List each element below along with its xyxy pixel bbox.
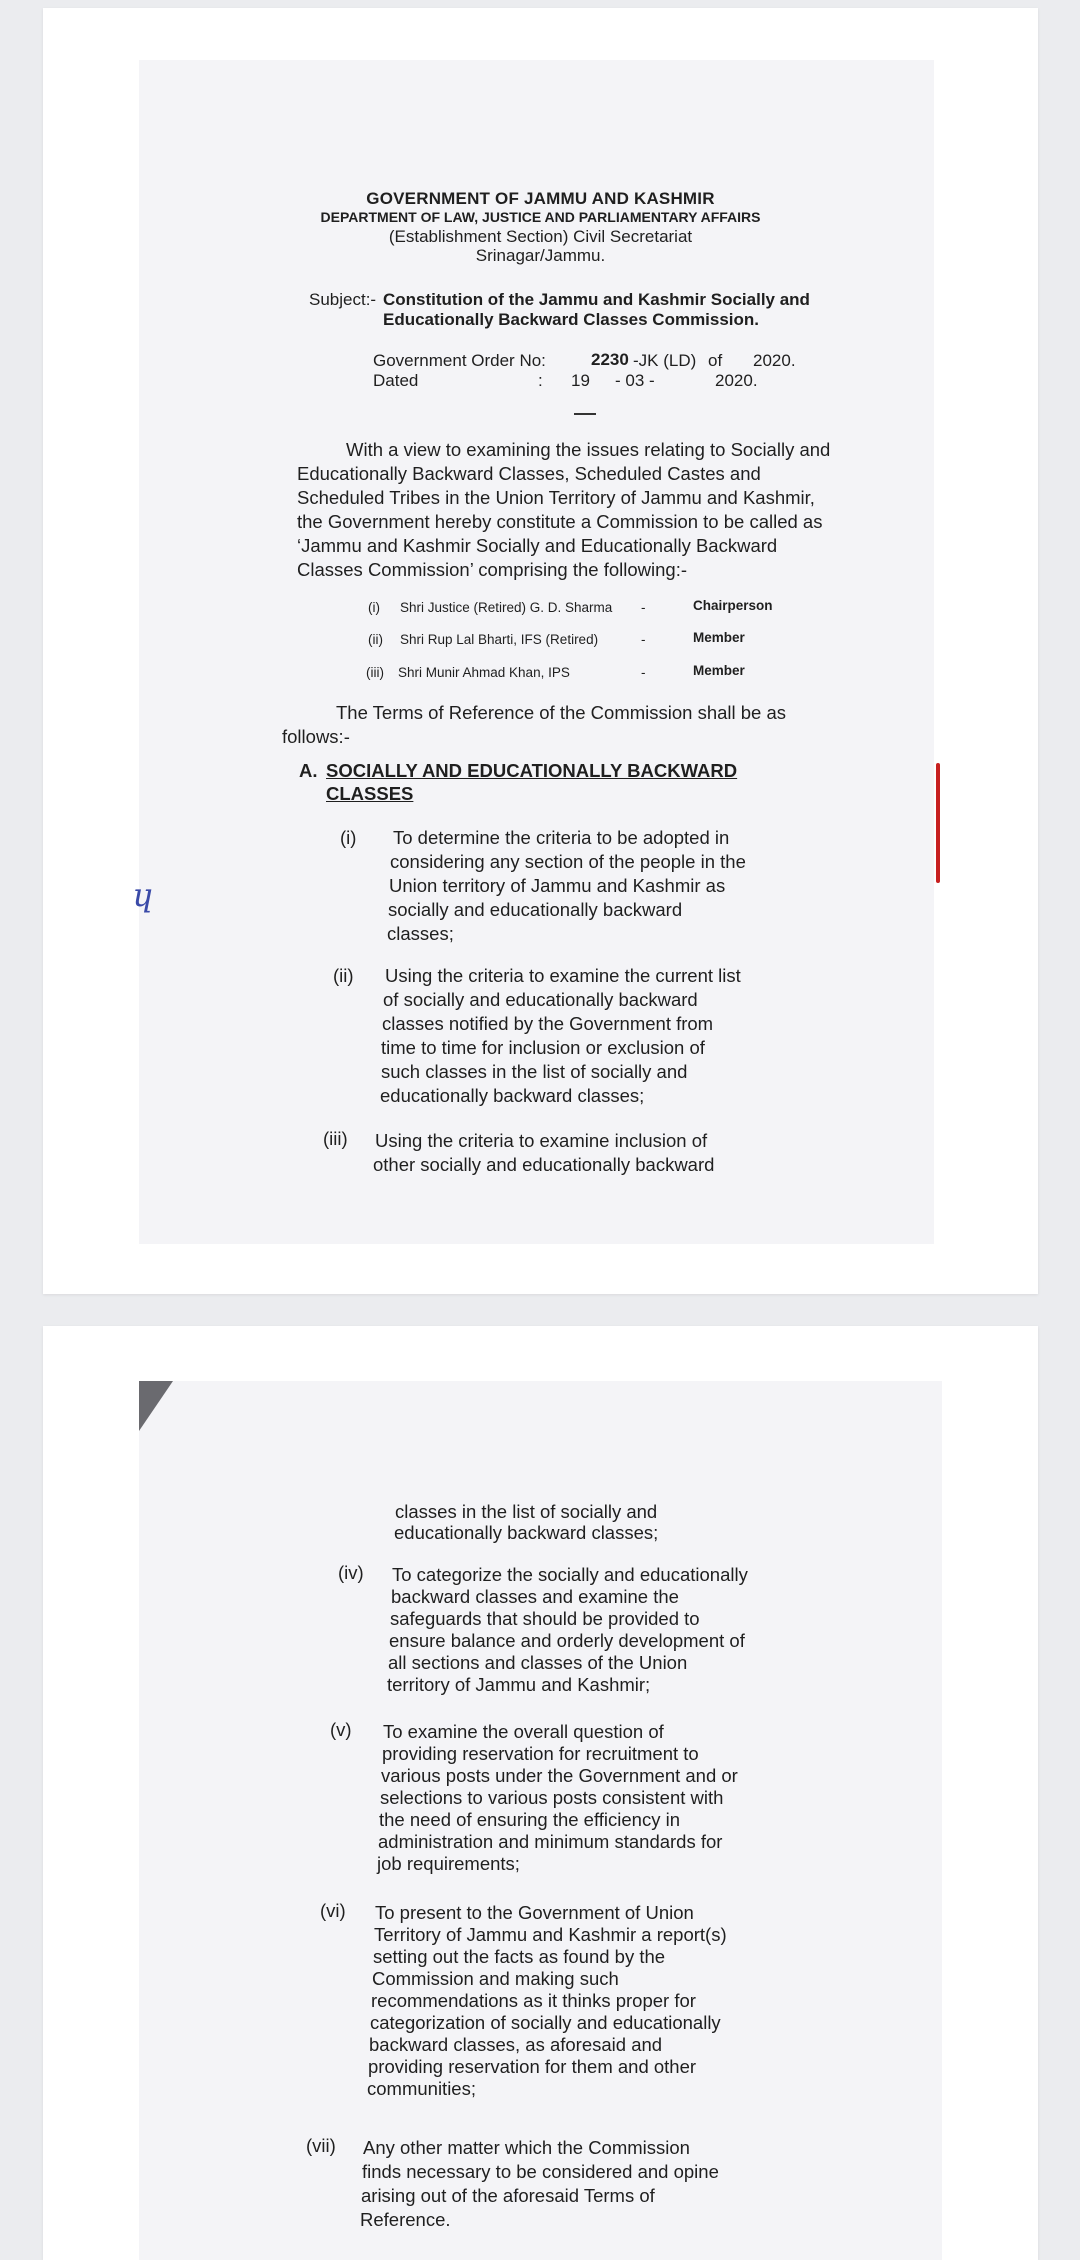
term-line: finds necessary to be considered and opine [362,2161,719,2182]
header-department: DEPARTMENT OF LAW, JUSTICE AND PARLIAMENTARY AFFAIRS [320,209,761,225]
dated-day: 19 [571,371,590,390]
term-num: (vi) [320,1900,346,1921]
term-line: To categorize the socially and educationally [392,1564,748,1585]
term-line: safeguards that should be provided to [390,1608,700,1629]
term-line: Any other matter which the Commission [363,2137,690,2158]
term-num: (iv) [338,1562,364,1583]
order-label: Government Order No: [373,351,546,370]
term-line: classes notified by the Government from [382,1013,714,1034]
term-line: all sections and classes of the Union [388,1652,688,1673]
term-line: Territory of Jammu and Kashmir a report(s) [374,1924,727,1945]
term-line: selections to various posts consistent with [380,1787,724,1808]
member-dash: - [641,665,646,680]
member-num: (iii) [366,665,384,680]
term-line: Reference. [360,2209,451,2230]
member-dash: - [641,600,646,615]
term-line: Commission and making such [372,1968,619,1989]
term-line: arising out of the aforesaid Terms of [361,2185,655,2206]
intro-line-6: Classes Commission’ comprising the following:- [297,559,687,580]
section-a-title: SOCIALLY AND EDUCATIONALLY BACKWARD [326,760,738,781]
intro-line-2: Educationally Backward Classes, Scheduled Castes and [297,463,761,484]
term-num: (vii) [306,2135,336,2156]
term-line: of socially and educationally backward [383,989,698,1010]
term-line: Union territory of Jammu and Kashmir as [389,875,726,896]
subject-line-1: Constitution of the Jammu and Kashmir Socially and [383,290,810,309]
term-line: territory of Jammu and Kashmir; [387,1674,651,1695]
term-num: (ii) [333,965,354,986]
signature-mark: ɥ [133,876,154,914]
term-line: recommendations as it thinks proper for [371,1990,696,2011]
member-role: Chairperson [693,598,773,613]
fold-corner-mark [139,1381,175,1433]
term-line: setting out the facts as found by the [373,1946,666,1967]
document-page-1 [43,8,1038,1294]
term-line: providing reservation for them and other [368,2056,697,2077]
document-page-2 [43,1326,1038,2260]
term-line: considering any section of the people in the [390,851,746,872]
term-line: communities; [367,2078,476,2099]
member-dash: - [641,632,646,647]
order-number: 2230 [591,350,629,369]
term-line: the need of ensuring the efficiency in [379,1809,681,1830]
dated-label: Dated [373,371,419,390]
header-location: Srinagar/Jammu. [475,246,606,265]
term-line: administration and minimum standards for [378,1831,723,1852]
term-line: backward classes and examine the [391,1586,679,1607]
term-line: other socially and educationally backward [373,1154,715,1175]
term-num: (i) [340,827,357,848]
term-line: To determine the criteria to be adopted in [393,827,730,848]
member-num: (i) [368,600,380,615]
intro-line-4: the Government hereby constitute a Commission to be called as [297,511,823,532]
term-line: providing reservation for recruitment to [382,1743,699,1764]
red-edge-mark [936,763,940,883]
term-line: classes; [387,923,454,944]
term-line: socially and educationally backward [388,899,683,920]
member-role: Member [693,663,745,678]
member-name: Shri Munir Ahmad Khan, IPS [398,665,570,680]
section-a-title-2: CLASSES [326,783,414,804]
term-line: such classes in the list of socially and [381,1061,688,1082]
terms-intro-line-2: follows:- [282,726,350,747]
term-line: backward classes, as aforesaid and [369,2034,663,2055]
dated-colon: : [538,371,543,390]
term-line: ensure balance and orderly development of [389,1630,745,1651]
order-of: of [708,351,723,370]
section-a-letter: A. [299,760,318,781]
continuation-line: educationally backward classes; [394,1522,659,1543]
term-line: categorization of socially and educationally [370,2012,721,2033]
subject-line-2: Educationally Backward Classes Commission. [383,310,760,329]
member-role: Member [693,630,745,645]
term-line: job requirements; [377,1853,520,1874]
member-num: (ii) [368,632,383,647]
header-government: GOVERNMENT OF JAMMU AND KASHMIR [366,189,715,208]
dated-month: - 03 - [615,371,655,390]
intro-line-3: Scheduled Tribes in the Union Territory of Jammu and Kashmir, [297,487,815,508]
term-line: time to time for inclusion or exclusion of [381,1037,705,1058]
dated-year: 2020. [715,371,758,390]
term-num: (iii) [323,1128,348,1149]
member-name: Shri Rup Lal Bharti, IFS (Retired) [400,632,599,647]
term-line: various posts under the Government and or [381,1765,738,1786]
terms-intro-line-1: The Terms of Reference of the Commission shall be as [336,702,787,723]
continuation-line: classes in the list of socially and [395,1501,658,1522]
term-line: To present to the Government of Union [375,1902,694,1923]
term-num: (v) [330,1719,352,1740]
header-section: (Establishment Section) Civil Secretariat [388,227,693,246]
order-year: 2020. [753,351,796,370]
term-line: Using the criteria to examine inclusion of [375,1130,708,1151]
term-line: To examine the overall question of [383,1721,664,1742]
order-suffix: -JK (LD) [633,351,697,370]
member-name: Shri Justice (Retired) G. D. Sharma [400,600,613,615]
intro-line-5: ‘Jammu and Kashmir Socially and Educationally Backward [297,535,778,556]
order-divider [574,413,596,415]
intro-line-1: With a view to examining the issues relating to Socially and [346,439,831,460]
subject-label: Subject:- [309,290,377,309]
term-line: educationally backward classes; [380,1085,645,1106]
term-line: Using the criteria to examine the current list [385,965,741,986]
